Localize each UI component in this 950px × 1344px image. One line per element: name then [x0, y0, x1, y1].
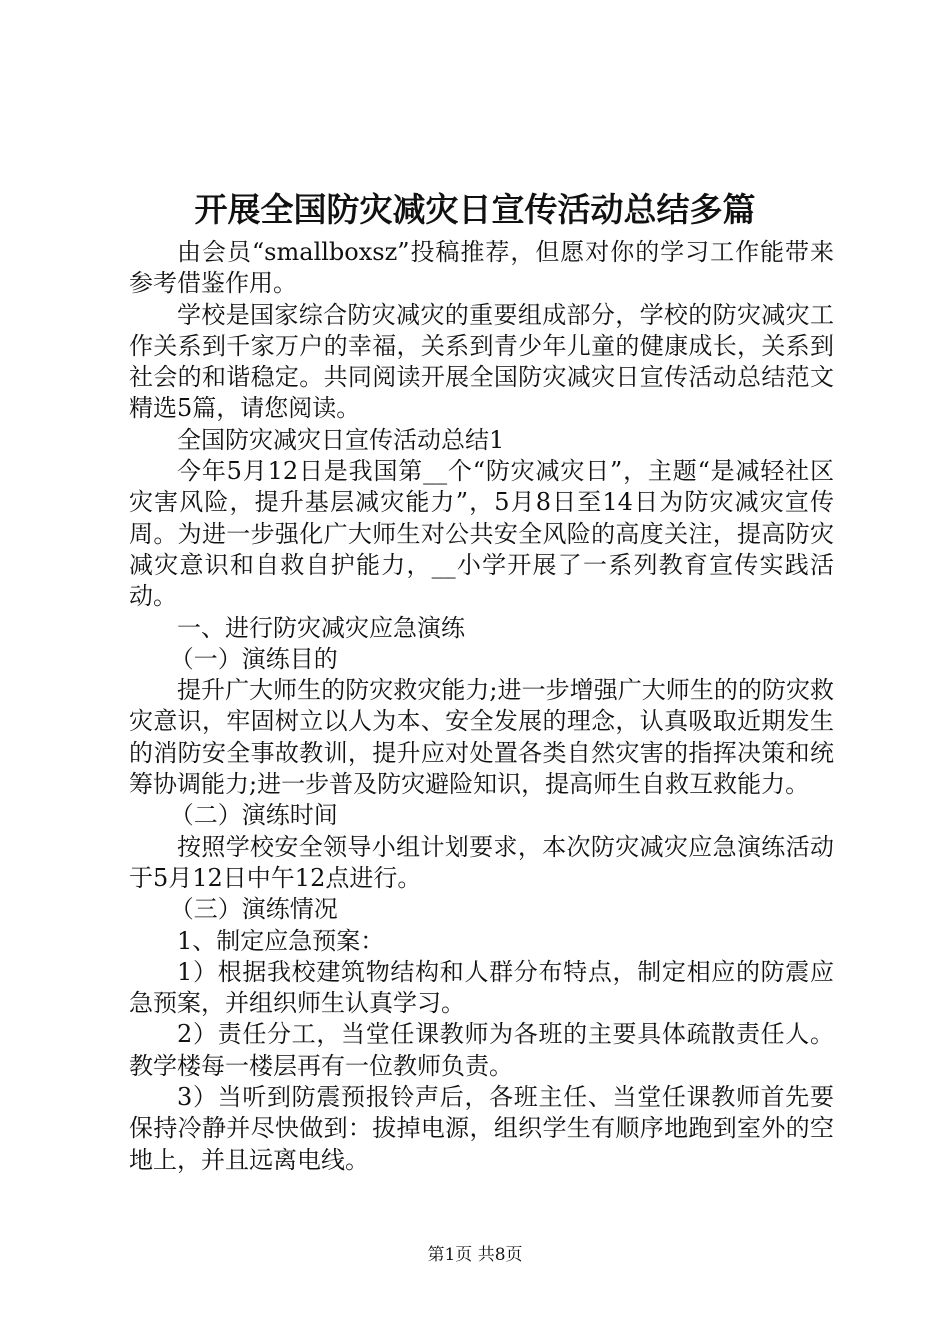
document-body	[129, 237, 834, 1176]
list-item-3: 3）当听到防震预报铃声后，各班主任、当堂任课教师首先要保持冷静并尽快做到：拔掉电源，组织学生有顺序地跑到室外的空地上，并且远离电线。	[129, 1083, 834, 1174]
list-item-2: 2）责任分工，当堂任课教师为各班的主要具体疏散责任人。教学楼每一楼层再有一位教师负责。	[129, 1020, 834, 1080]
paragraph-drill-purpose: 提升广大师生的防灾救灾能力;进一步增强广大师生的的防灾救灾意识，牢固树立以人为本、安全发展的理念，认真吸取近期发生的消防安全事故教训，提升应对处置各类自然灾害的指挥决策和统筹协调能力;进一步普及防灾避险知识，提高师生自救互救能力。	[129, 676, 834, 799]
list-item-1: 1）根据我校建筑物结构和人群分布特点，制定相应的防震应急预案，并组织师生认真学习。	[129, 957, 834, 1018]
subheading-drill-purpose: （一）演练目的	[169, 644, 338, 673]
list-heading-plan: 1、制定应急预案：	[177, 926, 385, 955]
paragraph-background: 学校是国家综合防灾减灾的重要组成部分，学校的防灾减灾工作关系到千家万户的幸福，关系到青少年儿童的健康成长，关系到社会的和谐稳定。共同阅读开展全国防灾减灾日宣传活动总结范文精选5篇，请您阅读。	[129, 300, 834, 423]
document-title: 开展全国防灾减灾日宣传活动总结多篇	[194, 190, 756, 229]
paragraph-intro: 由会员“smallboxsz”投稿推荐，但愿对你的学习工作能带来参考借鉴作用。	[129, 238, 834, 298]
paragraph-drill-time: 按照学校安全领导小组计划要求，本次防灾减灾应急演练活动于5月12日中午12点进行。	[129, 832, 834, 892]
page-number: 第1页 共8页	[427, 1245, 523, 1265]
subheading-drill-status: （三）演练情况	[169, 895, 338, 924]
paragraph-summary-1: 今年5月12日是我国第__个“防灾减灾日”，主题“是减轻社区灾害风险，提升基层减灾能力”，5月8日至14日为防灾减灾宣传周。为进一步强化广大师生对公共安全风险的高度关注，提高防灾减灾意识和自救自护能力，__小学开展了一系列教育宣传实践活动。	[129, 457, 834, 611]
section-heading-drill: 一、进行防灾减灾应急演练	[177, 613, 465, 642]
subheading-drill-time: （二）演练时间	[169, 801, 338, 830]
section-heading-summary-1: 全国防灾减灾日宣传活动总结1	[177, 425, 505, 454]
